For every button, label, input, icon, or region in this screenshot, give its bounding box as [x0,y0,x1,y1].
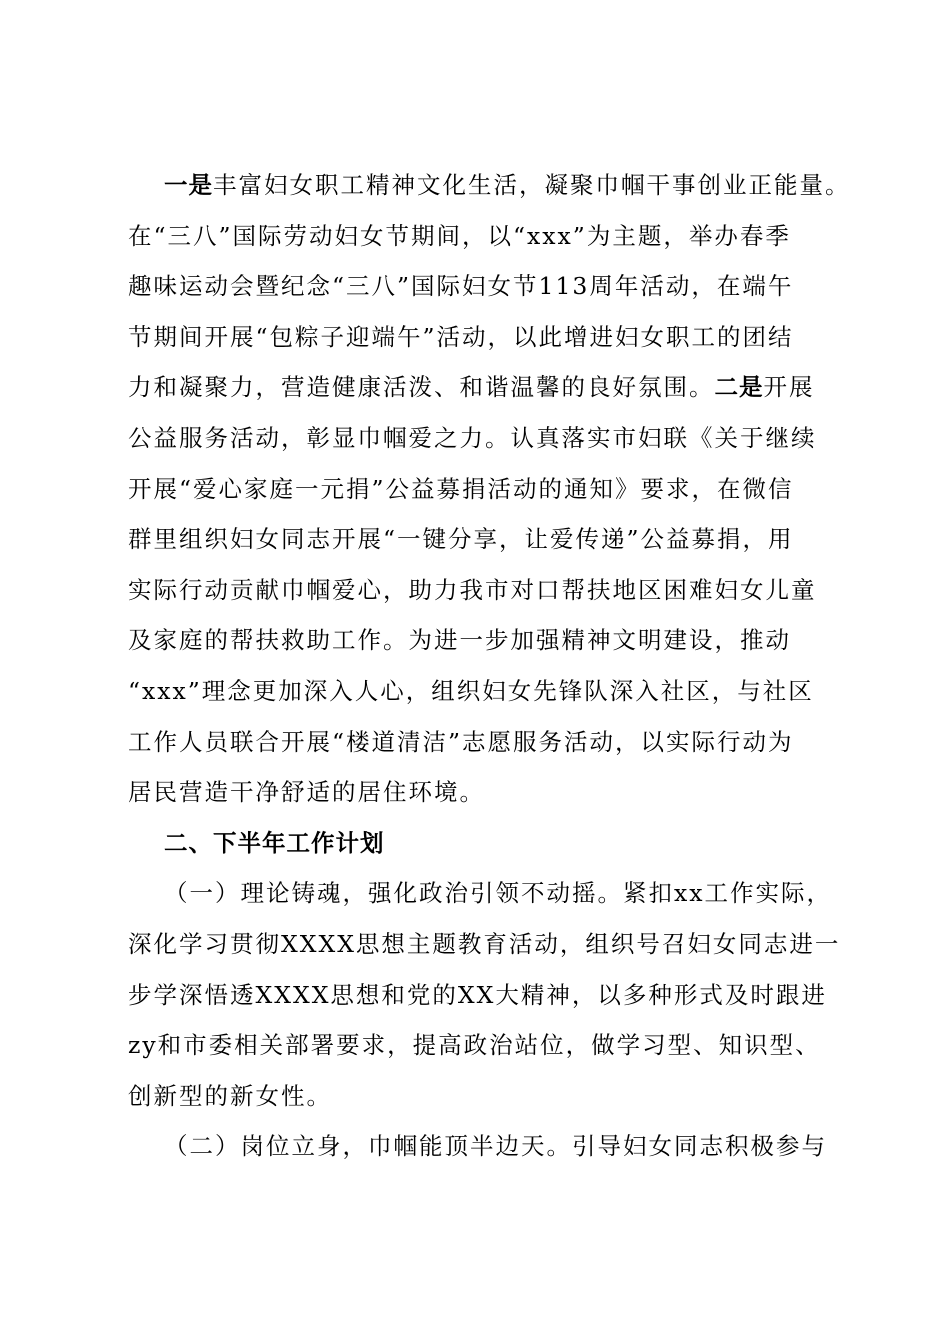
paragraph-1-line-13: 居民营造干净舒适的居住环境。 [128,778,485,807]
paragraph-2-line-3: 步学深悟透XXXX思想和党的XX大精神，以多种形式及时跟进 [128,980,827,1009]
text-span: 丰富妇女职工精神文化生活，凝聚巾帼干事创业正能量。 [213,171,851,199]
paragraph-1-line-2: 在“三八”国际劳动妇女节期间，以“xxx”为主题，举办春季 [128,221,791,250]
document-body [128,160,851,1172]
paragraph-1-line-1 [128,160,851,211]
paragraph-1-line-7: 开展“爱心家庭一元捐”公益募捐活动的通知》要求，在微信 [128,474,794,503]
paragraph-2-line-4: zy和市委相关部署要求，提高政治站位，做学习型、知识型、 [128,1031,821,1060]
emphasis-first: 一是 [164,171,213,199]
paragraph-1-line-12: 工作人员联合开展“楼道清洁”志愿服务活动，以实际行动为 [128,727,794,756]
emphasis-second: 二是 [714,373,764,402]
paragraph-2-line-2: 深化学习贯彻XXXX思想主题教育活动，组织号召妇女同志进一 [128,929,841,958]
section-heading: 二、下半年工作计划 [164,828,385,857]
paragraph-1-line-3: 趣味运动会暨纪念“三八”国际妇女节113周年活动，在端午 [128,272,794,301]
paragraph-1-line-4: 节期间开展“包粽子迎端午”活动，以此增进妇女职工的团结 [128,322,794,351]
paragraph-1-line-8: 群里组织妇女同志开展“一键分享，让爱传递”公益募捐，用 [128,525,794,554]
paragraph-1-line-6: 公益服务活动，彰显巾帼爱之力。认真落实市妇联《关于继续 [128,423,817,452]
paragraph-2-line-1: （一）理论铸魂，强化政治引领不动摇。紧扣xx工作实际， [164,879,833,908]
paragraph-1-line-5 [128,362,838,413]
paragraph-1-line-11: “xxx”理念更加深入人心，组织妇女先锋队深入社区，与社区 [128,676,814,705]
paragraph-1-line-10: 及家庭的帮扶救助工作。为进一步加强精神文明建设，推动 [128,626,791,655]
paragraph-3-line-1: （二）岗位立身，巾帼能顶半边天。引导妇女同志积极参与 [164,1132,827,1161]
paragraph-2-line-5: 创新型的新女性。 [128,1081,332,1110]
text-span: 力和凝聚力，营造健康活泼、和谐温馨的良好氛围。 [128,373,715,402]
paragraph-1-line-9: 实际行动贡献巾帼爱心，助力我市对口帮扶地区困难妇女儿童 [128,575,817,604]
text-span: 开展 [763,373,815,402]
